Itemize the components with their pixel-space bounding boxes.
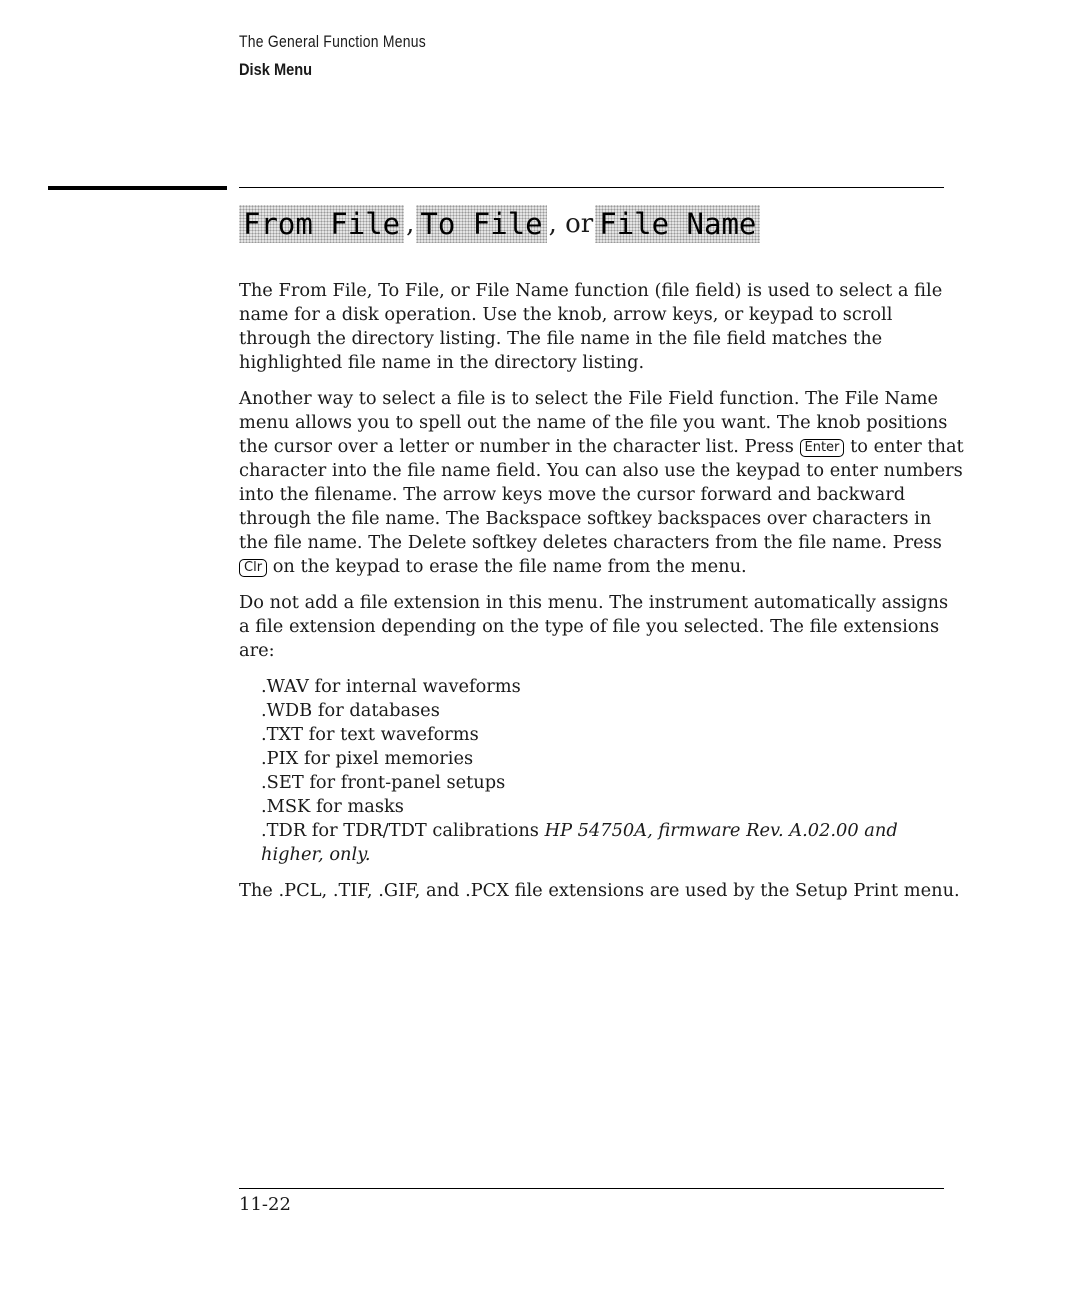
heading-rule bbox=[239, 187, 944, 188]
list-item: .WAV for internal waveforms bbox=[261, 676, 521, 697]
section-marker-rule bbox=[48, 186, 227, 190]
paragraph-text: to enter that character into the file name field. You can also use the keypad to enter numbers into the filename. The arrow keys move the cursor forward and backward through the file name. The Backspace softkey backspaces over characters in the file name. The Delete softkey deletes characters from the file name. Press bbox=[239, 436, 964, 553]
section-title: Disk Menu bbox=[239, 60, 313, 79]
page-number: 11-22 bbox=[239, 1194, 291, 1215]
enter-key: Enter bbox=[800, 439, 845, 457]
list-item: .TXT for text waveforms bbox=[261, 724, 479, 745]
heading-separator: , bbox=[406, 209, 415, 239]
list-item bbox=[261, 819, 964, 867]
from-file-softkey: From File bbox=[239, 205, 404, 243]
heading-separator: , or bbox=[548, 209, 594, 239]
clr-key: Clr bbox=[239, 559, 267, 577]
list-item: .PIX for pixel memories bbox=[261, 748, 474, 769]
tdr-extension-text: .TDR for TDR/TDT calibrations bbox=[261, 820, 539, 841]
paragraph-file-name-menu bbox=[239, 387, 964, 579]
body-text bbox=[239, 279, 964, 915]
topic-heading bbox=[239, 204, 760, 244]
paragraph-extensions-intro: Do not add a file extension in this menu. The instrument automatically assigns a file extension depending on the type of file you selected. The file extensions are: bbox=[239, 592, 949, 661]
firmware-note: HP 54750A, firmware Rev. A.02.00 and higher, only. bbox=[261, 820, 898, 865]
footer-rule bbox=[239, 1188, 944, 1189]
list-item: .SET for front-panel setups bbox=[261, 772, 506, 793]
paragraph-file-field: The From File, To File, or File Name function (file field) is used to select a file name for a disk operation. Use the knob, arrow keys, or keypad to scroll through the directory listing. The file name in the file field matches the highlighted file name in the directory listing. bbox=[239, 280, 943, 373]
paragraph-print-extensions: The .PCL, .TIF, .GIF, and .PCX file extensions are used by the Setup Print menu. bbox=[239, 880, 960, 901]
list-item: .MSK for masks bbox=[261, 796, 404, 817]
list-item: .WDB for databases bbox=[261, 700, 440, 721]
paragraph-text: on the keypad to erase the file name from the menu. bbox=[272, 556, 747, 577]
file-name-softkey: File Name bbox=[595, 205, 760, 243]
paragraph-text: Another way to select a file is to select the File Field function. The File Name menu allows you to spell out the name of the file you want. The knob positions the cursor over a letter or number in the character list. Press bbox=[239, 388, 948, 457]
running-title: The General Function Menus bbox=[239, 32, 426, 51]
to-file-softkey: To File bbox=[416, 205, 546, 243]
extension-list bbox=[261, 675, 964, 867]
